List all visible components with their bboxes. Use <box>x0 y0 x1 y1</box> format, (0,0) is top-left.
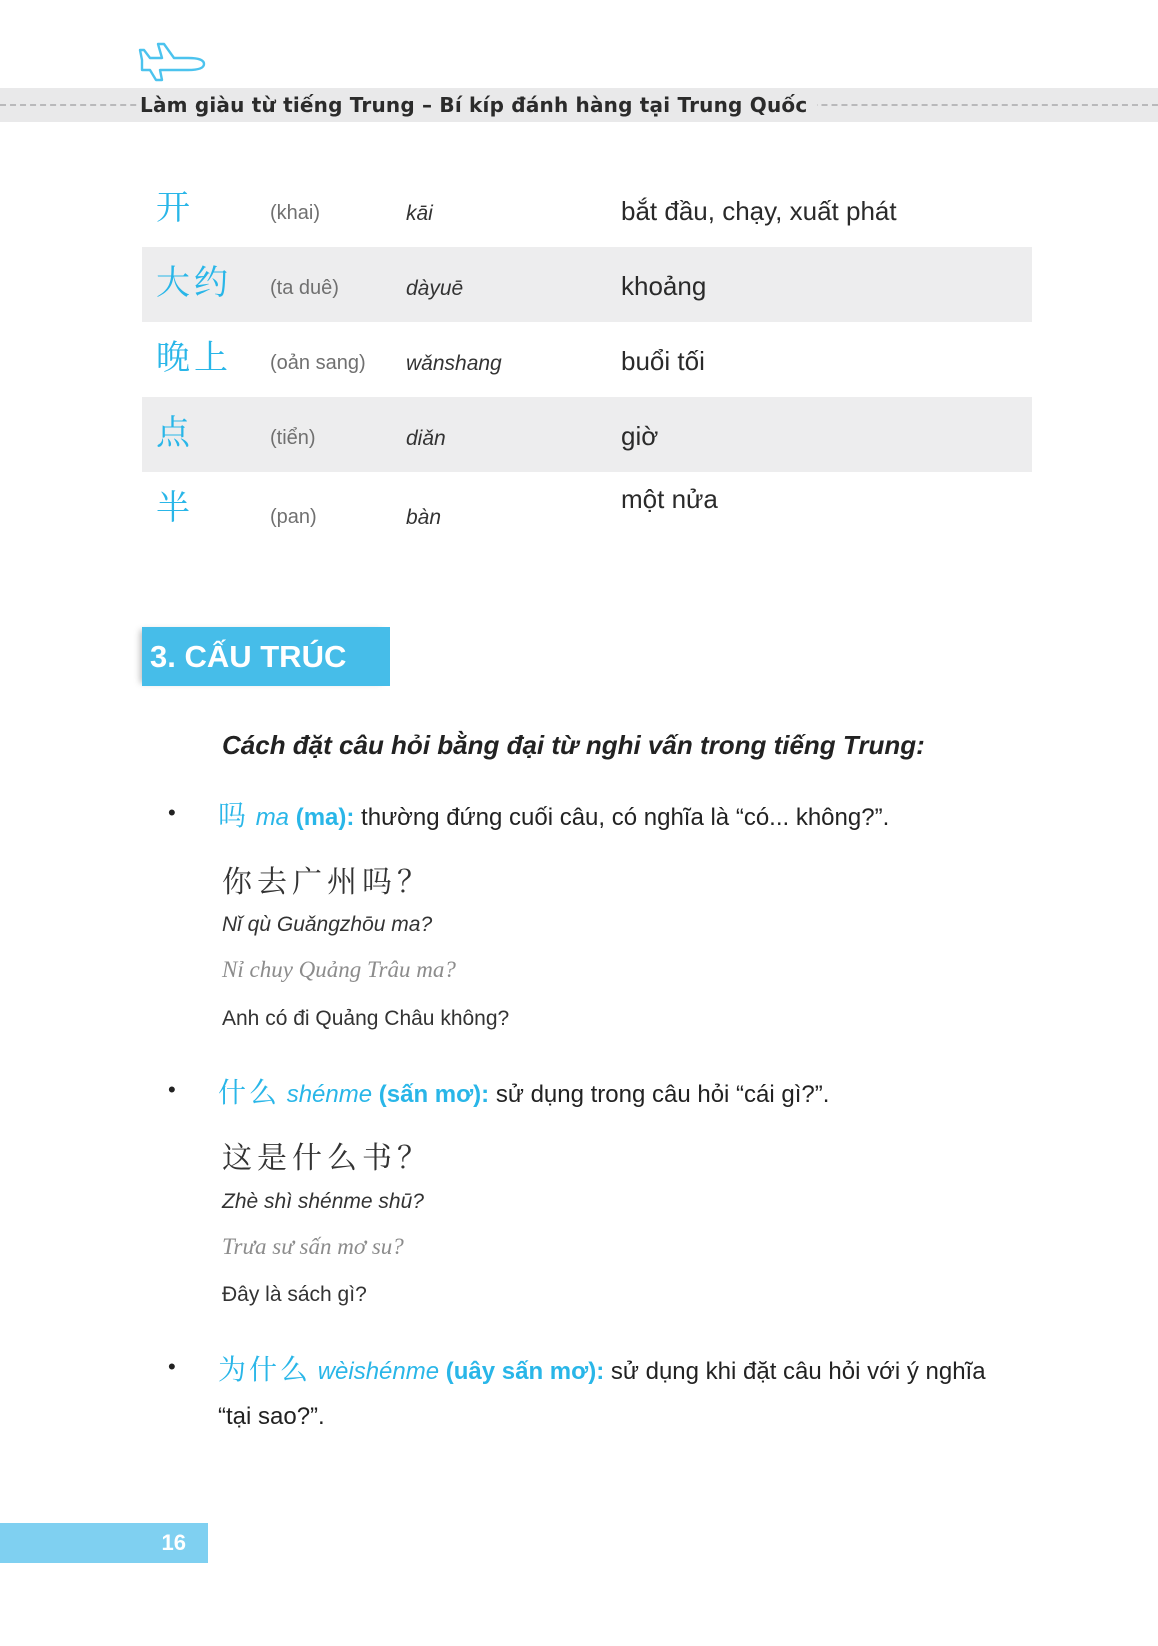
item-description: sử dụng khi đặt câu hỏi với ý nghĩa <box>610 1358 986 1385</box>
vocab-viet-reading: (pan) <box>270 506 317 528</box>
bullet: • <box>168 1354 176 1379</box>
vocab-viet-reading: (khai) <box>270 202 321 224</box>
item-description: sử dụng trong câu hỏi “cái gì?”. <box>495 1081 830 1108</box>
vocab-meaning: bắt đầu, chạy, xuất phát <box>621 196 897 226</box>
vocabulary-table <box>142 172 1032 547</box>
header-title: Làm giàu từ tiếng Trung – Bí kíp đánh hàng tại Trung Quốc <box>140 92 817 118</box>
item-description-continued: “tại sao?”. <box>218 1403 325 1430</box>
item-hanzi: 什么 <box>218 1076 281 1109</box>
vocab-row <box>142 172 1032 247</box>
vocab-hanzi: 半 <box>156 488 194 528</box>
example-reading: Trưa sư sấn mơ su? <box>222 1234 404 1259</box>
vocab-row <box>142 472 1032 547</box>
item-pinyin: ma <box>255 804 290 831</box>
vocab-pinyin: dàyuē <box>406 277 464 300</box>
item-hanzi: 为什么 <box>218 1353 312 1386</box>
item-pinyin: shénme <box>286 1081 373 1108</box>
example-reading: Nỉ chuy Quảng Trâu ma? <box>222 957 456 982</box>
vocab-meaning: khoảng <box>621 271 707 301</box>
item-sound: (ma): <box>295 804 355 831</box>
structure-item-shenme <box>218 1071 829 1111</box>
page-number: 16 <box>161 1530 186 1555</box>
example-translation: Đây là sách gì? <box>222 1283 367 1306</box>
vocab-row <box>142 247 1032 322</box>
example-translation: Anh có đi Quảng Châu không? <box>222 1007 510 1030</box>
bullet: • <box>168 1077 176 1102</box>
example-hanzi: 你去广州吗？ <box>222 865 432 900</box>
vocab-hanzi: 大约 <box>156 263 232 303</box>
item-description: thường đứng cuối câu, có nghĩa là “có... không?”. <box>361 804 890 831</box>
vocab-viet-reading: (oản sang) <box>270 352 366 374</box>
section-title: 3. CẤU TRÚC <box>150 639 347 674</box>
vocab-hanzi: 晚上 <box>156 338 232 378</box>
example-pinyin: Nǐ qù Guǎngzhōu ma? <box>222 913 433 936</box>
vocab-row <box>142 397 1032 472</box>
item-hanzi: 吗 <box>218 799 250 832</box>
vocab-pinyin: wǎnshang <box>406 352 502 375</box>
item-sound: (sấn mơ): <box>378 1081 490 1108</box>
section-heading <box>142 627 390 686</box>
vocab-row <box>142 322 1032 397</box>
vocab-viet-reading: (ta duê) <box>270 277 339 299</box>
item-sound: (uây sấn mơ): <box>445 1358 605 1385</box>
vocab-pinyin: kāi <box>406 202 433 225</box>
vocab-meaning: buổi tối <box>621 346 705 376</box>
structure-item-ma <box>218 794 889 834</box>
bullet: • <box>168 800 176 825</box>
example-pinyin: Zhè shì shénme shū? <box>222 1190 424 1213</box>
airplane-icon <box>138 40 212 92</box>
example-hanzi: 这是什么书？ <box>222 1141 432 1176</box>
vocab-viet-reading: (tiển) <box>270 427 316 449</box>
vocab-pinyin: bàn <box>406 506 442 529</box>
structure-item-weishenme <box>218 1348 986 1388</box>
vocab-hanzi: 点 <box>156 413 194 453</box>
vocab-hanzi: 开 <box>156 188 194 228</box>
item-pinyin: wèishénme <box>317 1358 440 1385</box>
vocab-meaning: một nửa <box>621 484 718 514</box>
vocab-meaning: giờ <box>621 421 659 451</box>
page-number-tab <box>0 1523 208 1563</box>
vocab-pinyin: diǎn <box>406 427 446 450</box>
section-intro: Cách đặt câu hỏi bằng đại từ nghi vấn trong tiếng Trung: <box>222 730 925 760</box>
